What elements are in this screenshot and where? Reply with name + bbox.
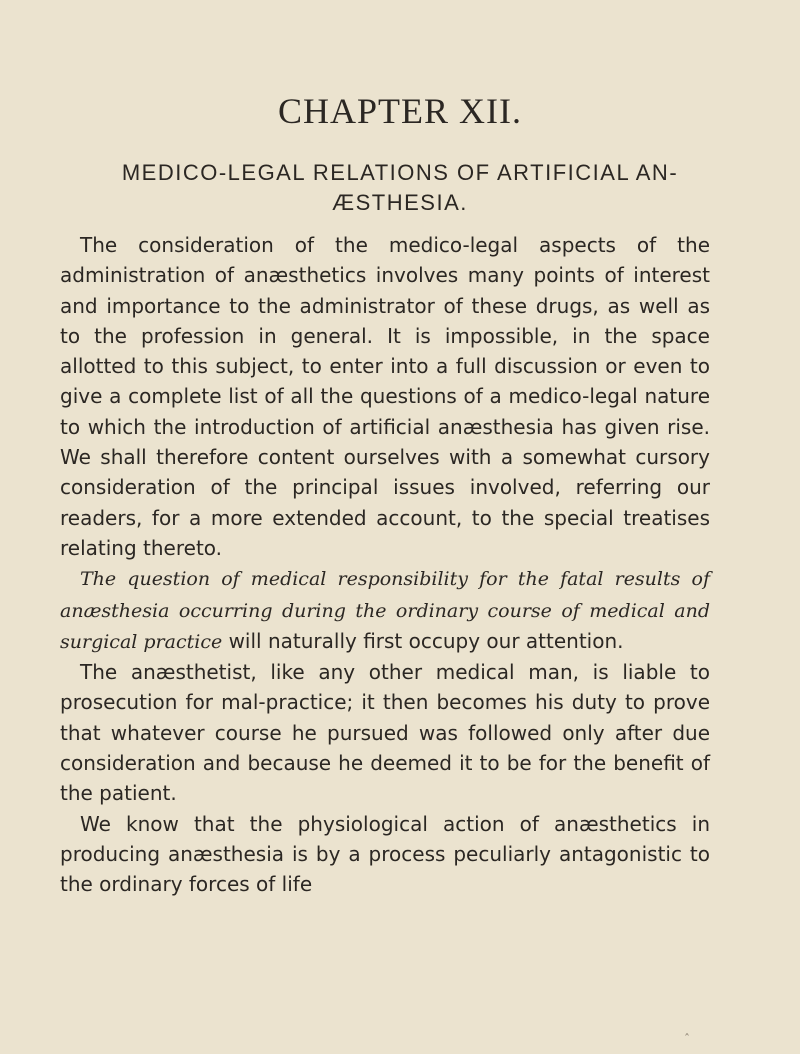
paragraph-2-italic-phrase: The question of medical responsibility for the fatal results of anæsthesia occurring during the ordinary course of medical and surgical practice [60, 568, 710, 653]
section-heading [60, 158, 740, 218]
margin-mark: ˆ [684, 1032, 690, 1046]
paragraph-2-rest: will naturally first occupy our attention. [222, 628, 624, 653]
paragraph-4: We know that the physiological action of anæsthetics in producing anæsthesia is by a process peculiarly antagonistic to the ordinary forces of life [60, 811, 710, 897]
paragraph-3: The anæsthetist, like any other medical man, is liable to prosecution for mal-practice; it then becomes his duty to prove that whatever course he pursued was followed only after due consideration and because he deemed it to be for the benefit of the patient. [60, 660, 710, 806]
body-text [60, 230, 710, 900]
paragraph-2 [60, 563, 710, 657]
section-heading-line-2: ÆSTHESIA. [332, 190, 468, 215]
chapter-heading: CHAPTER XII. [278, 91, 522, 131]
paragraph-1: The consideration of the medico-legal aspects of the administration of anæsthetics involves many points of interest and importance to the administrator of these drugs, as well as to the profession in general. It is impossible, in the space allotted to this subject, to enter into a full discussion or even to give a complete list of all the questions of a medico-legal nature to which the introduction of artificial anæsthesia has given rise. We shall therefore content ourselves with a somewhat cursory consideration of the principal issues involved, referring our readers, for a more extended account, to the special treatises relating thereto. [60, 233, 710, 560]
section-heading-line-1: MEDICO-LEGAL RELATIONS OF ARTIFICIAL AN- [121, 160, 679, 185]
